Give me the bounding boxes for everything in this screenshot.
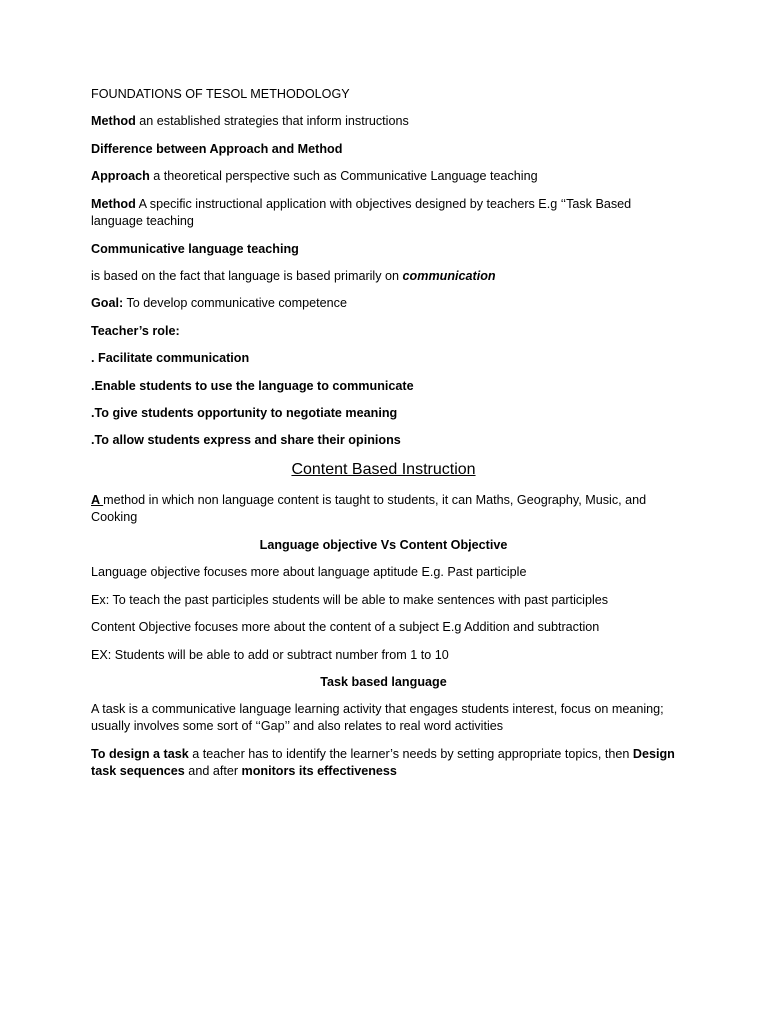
term-goal: Goal: [91, 296, 124, 310]
paragraph-content-objective: Content Objective focuses more about the content of a subject E.g Addition and subtraction [91, 620, 600, 634]
subheading-clt: Communicative language teaching [91, 242, 299, 256]
paragraph-cbi-definition [91, 492, 676, 526]
task-design-text-2: and after [184, 764, 242, 778]
paragraph-approach [91, 168, 676, 185]
section-heading-cbi: Content Based Instruction [291, 461, 476, 478]
task-design-text-1: a teacher has to identify the learner’s needs by setting appropriate topics, then [188, 747, 633, 761]
document-title: FOUNDATIONS OF TESOL METHODOLOGY [91, 87, 350, 101]
term-method-2: Method [91, 197, 136, 211]
subheading-objectives: Language objective Vs Content Objective [259, 538, 508, 552]
role-item-facilitate: . Facilitate communication [91, 351, 250, 365]
term-a: A [91, 493, 104, 507]
method-definition-text: an established strategies that inform instructions [135, 114, 409, 128]
paragraph-method-specific [91, 196, 676, 230]
term-method: Method [91, 114, 136, 128]
paragraph-language-example: Ex: To teach the past participles students will be able to make sentences with past participles [91, 593, 609, 607]
method-specific-text: A specific instructional application with objectives designed by teachers E.g ‘‘Task Based language teaching [91, 197, 632, 228]
paragraph-language-objective: Language objective focuses more about language aptitude E.g. Past participle [91, 565, 527, 579]
term-monitors: monitors its effectiveness [241, 764, 397, 778]
paragraph-goal [91, 295, 676, 312]
role-item-enable: .Enable students to use the language to communicate [91, 379, 414, 393]
clt-basis-text: is based on the fact that language is based primarily on [91, 269, 403, 283]
goal-text: To develop communicative competence [123, 296, 347, 310]
paragraph-content-example: EX: Students will be able to add or subtract number from 1 to 10 [91, 648, 449, 662]
role-item-negotiate: .To give students opportunity to negotiate meaning [91, 406, 398, 420]
paragraph-method-definition [91, 113, 676, 130]
paragraph-task-definition: A task is a communicative language learning activity that engages students interest, focus on meaning; usually involves some sort of ‘‘Gap’’ and also relates to real word activities [91, 702, 664, 733]
cbi-definition-text: method in which non language content is taught to students, it can Maths, Geography, Music, and Cooking [91, 493, 647, 524]
term-communication: communication [402, 269, 496, 283]
term-approach: Approach [91, 169, 150, 183]
role-item-express: .To allow students express and share their opinions [91, 433, 401, 447]
term-design-task: To design a task [91, 747, 189, 761]
subheading-difference: Difference between Approach and Method [91, 142, 343, 156]
approach-text: a theoretical perspective such as Communicative Language teaching [149, 169, 538, 183]
term-design-sequences: Design task sequences [91, 747, 675, 778]
paragraph-task-design [91, 746, 676, 780]
subheading-teachers-role: Teacher’s role: [91, 324, 180, 338]
subheading-task-based: Task based language [320, 675, 447, 689]
paragraph-clt-basis [91, 268, 676, 285]
